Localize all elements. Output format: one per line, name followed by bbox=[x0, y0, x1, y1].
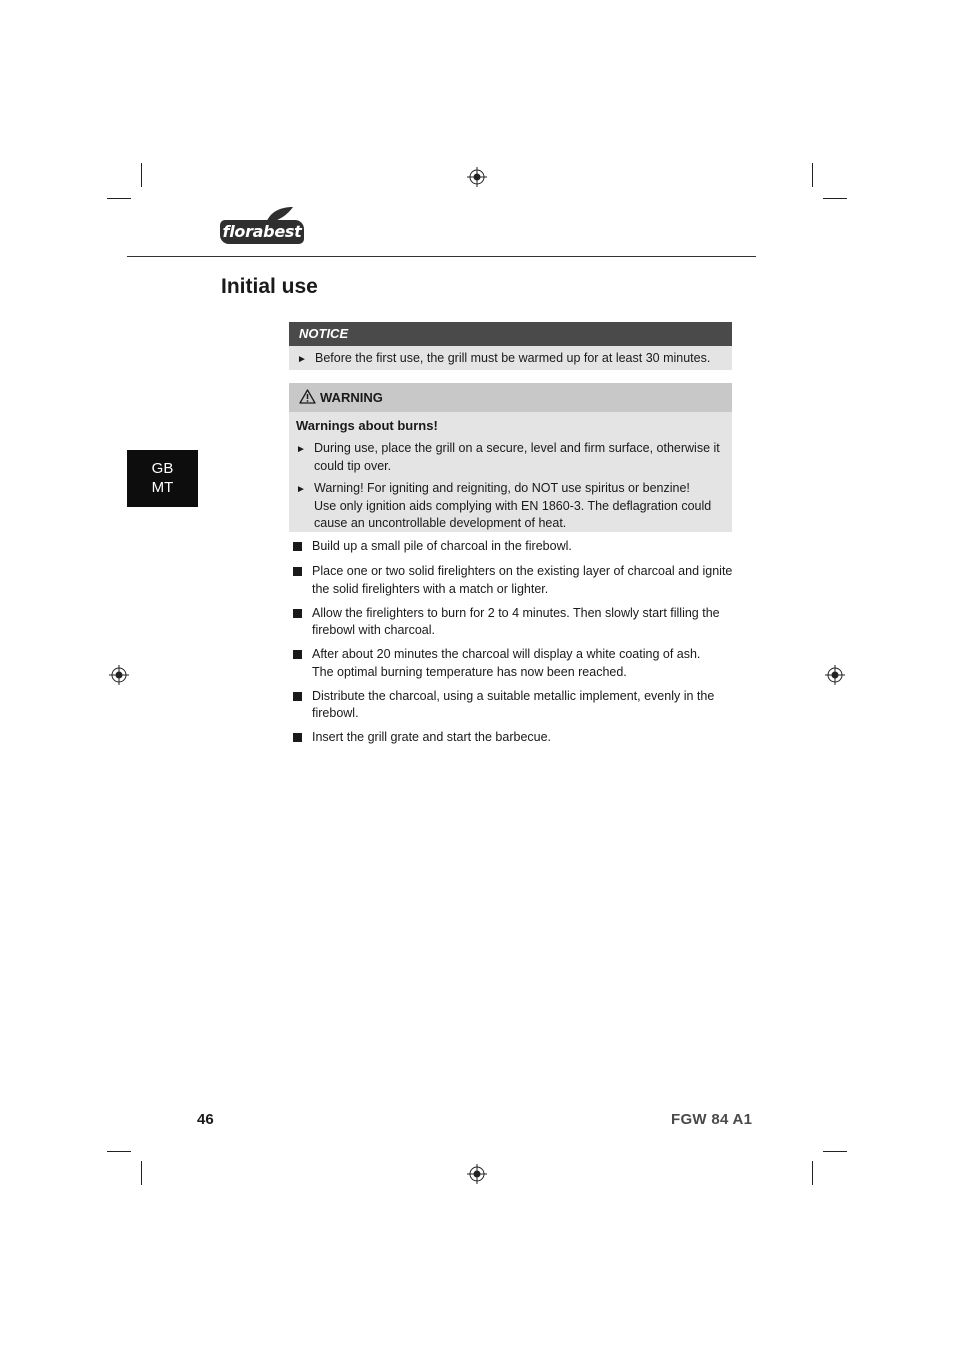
square-bullet-icon bbox=[293, 688, 312, 723]
warning-box bbox=[289, 383, 732, 532]
language-code-gb: GB bbox=[151, 460, 174, 477]
square-bullet-icon bbox=[293, 538, 312, 557]
list-item-text: Build up a small pile of charcoal in the firebowl. bbox=[312, 539, 572, 553]
page-title: Initial use bbox=[221, 275, 318, 298]
square-bullet-icon bbox=[293, 646, 312, 681]
list-item-text: Place one or two solid firelighters on the existing layer of charcoal and ignite the solid firelighters with a match or lighter. bbox=[312, 564, 733, 596]
square-bullet-icon bbox=[293, 729, 312, 748]
list-item-text: Insert the grill grate and start the barbecue. bbox=[312, 730, 552, 744]
brand-logo bbox=[220, 206, 304, 246]
square-bullet-icon bbox=[293, 563, 312, 598]
notice-heading: NOTICE bbox=[289, 322, 732, 346]
warning-item-text: Warning! For igniting and reigniting, do NOT use spiritus or benzine! Use only ignition aids complying with EN 1860-3. The deflagration could cause an uncontrollable development of heat. bbox=[314, 481, 712, 530]
notice-item-text: Before the first use, the grill must be warmed up for at least 30 minutes. bbox=[315, 351, 711, 365]
steps-list bbox=[293, 538, 735, 754]
list-item bbox=[293, 563, 735, 598]
list-item-text: Distribute the charcoal, using a suitable metallic implement, evenly in the firebowl. bbox=[312, 688, 715, 720]
warning-item-text: During use, place the grill on a secure, level and firm surface, otherwise it could tip over. bbox=[314, 441, 720, 473]
page-number: 46 bbox=[197, 1111, 214, 1128]
list-item bbox=[293, 538, 735, 557]
list-item bbox=[293, 646, 735, 681]
language-tab bbox=[127, 450, 198, 507]
registration-mark-icon bbox=[467, 167, 487, 187]
language-code-mt: MT bbox=[151, 479, 174, 496]
list-item-text: Allow the firelighters to burn for 2 to 4 minutes. Then slowly start filling the firebowl with charcoal. bbox=[312, 605, 720, 637]
list-item-text: After about 20 minutes the charcoal will display a white coating of ash. The optimal burning temperature has now been reached. bbox=[312, 647, 701, 679]
list-item bbox=[293, 605, 735, 640]
warning-header bbox=[289, 383, 732, 412]
warning-subheading: Warnings about burns! bbox=[296, 418, 438, 433]
warning-item bbox=[289, 440, 732, 475]
list-item bbox=[293, 729, 735, 748]
registration-mark-icon bbox=[467, 1164, 487, 1184]
warning-heading: WARNING bbox=[320, 390, 383, 405]
crop-mark bbox=[823, 198, 847, 199]
crop-mark bbox=[823, 1151, 847, 1152]
logo-wordmark: florabest bbox=[220, 220, 304, 244]
model-number: FGW 84 A1 bbox=[671, 1111, 753, 1128]
list-item bbox=[293, 688, 735, 723]
crop-mark bbox=[812, 1161, 813, 1185]
notice-item bbox=[289, 346, 732, 368]
crop-mark bbox=[107, 1151, 131, 1152]
crop-mark bbox=[141, 163, 142, 187]
arrow-right-icon: ► bbox=[296, 444, 306, 455]
notice-box bbox=[289, 322, 732, 370]
crop-mark bbox=[141, 1161, 142, 1185]
crop-mark bbox=[812, 163, 813, 187]
arrow-right-icon: ► bbox=[296, 484, 306, 495]
header-rule bbox=[127, 256, 756, 257]
registration-mark-icon bbox=[109, 665, 129, 685]
warning-triangle-icon bbox=[299, 389, 316, 404]
registration-mark-icon bbox=[825, 665, 845, 685]
crop-mark bbox=[107, 198, 131, 199]
warning-item bbox=[289, 480, 732, 533]
square-bullet-icon bbox=[293, 605, 312, 640]
arrow-right-icon: ► bbox=[297, 354, 307, 365]
